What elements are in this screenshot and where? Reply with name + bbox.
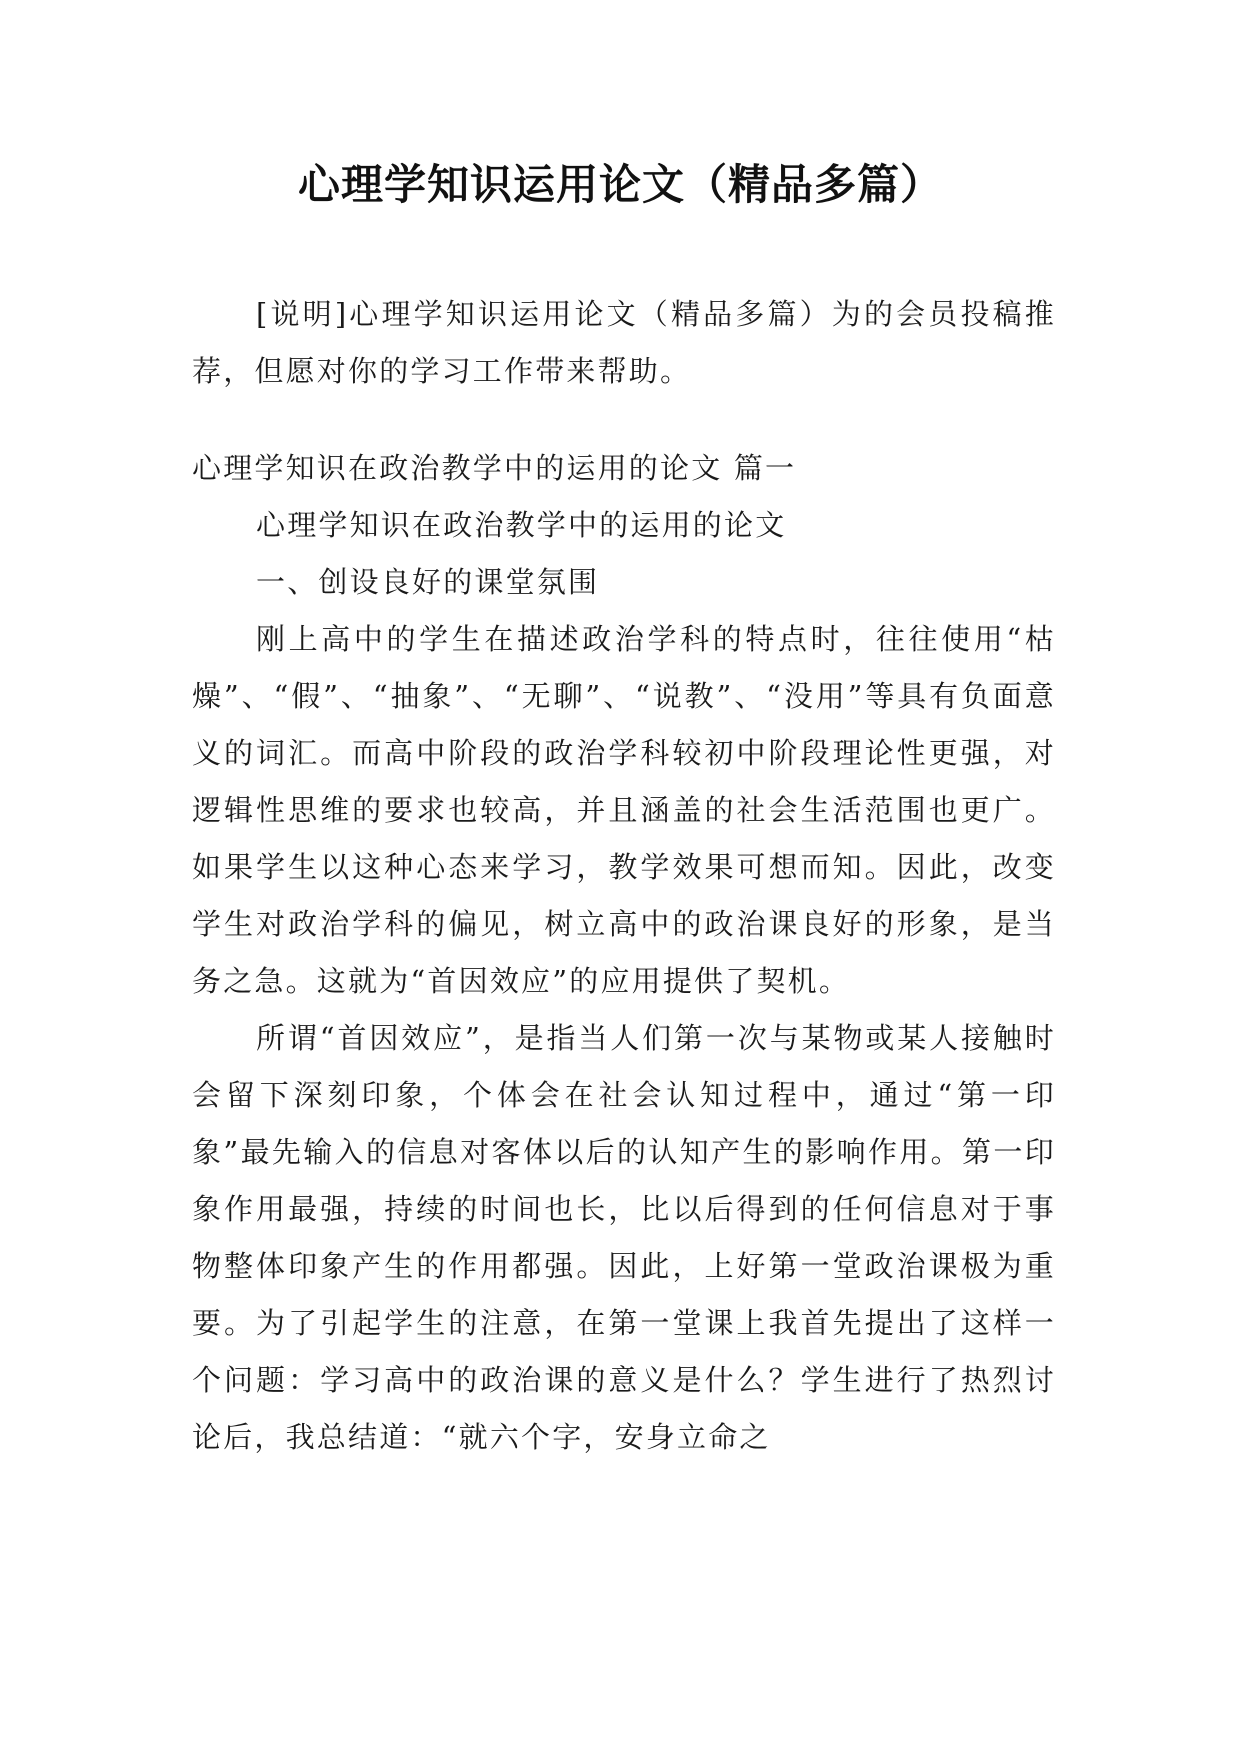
document-body xyxy=(192,286,1056,1466)
body-paragraph: 刚上高中的学生在描述政治学科的特点时，往往使用“枯燥”、“假”、“抽象”、“无聊”、“说教”、“没用”等具有负面意义的词汇。而高中阶段的政治学科较初中阶段理论性更强，对逻辑性思维的要求也较高，并且涵盖的社会生活范围也更广。如果学生以这种心态来学习，教学效果可想而知。因此，改变学生对政治学科的偏见，树立高中的政治课良好的形象，是当务之急。这就为“首因效应”的应用提供了契机。 xyxy=(192,622,1056,998)
spacer xyxy=(192,400,1056,440)
article-title: 心理学知识在政治教学中的运用的论文 xyxy=(256,508,787,542)
subheading: 一、创设良好的课堂氛围 xyxy=(256,565,600,599)
body-paragraph: 所谓“首因效应”，是指当人们第一次与某物或某人接触时会留下深刻印象，个体会在社会认知过程中，通过“第一印象”最先输入的信息对客体以后的认知产生的影响作用。第一印象作用最强，持续的时间也长，比以后得到的任何信息对于事物整体印象产生的作用都强。因此，上好第一堂政治课极为重要。为了引起学生的注意，在第一堂课上我首先提出了这样一个问题：学习高中的政治课的意义是什么？学生进行了热烈讨论后，我总结道：“就六个字，安身立命之 xyxy=(192,1021,1056,1454)
section-heading: 心理学知识在政治教学中的运用的论文 篇一 xyxy=(192,451,797,485)
document-title: 心理学知识运用论文（精品多篇） xyxy=(297,160,943,209)
intro-note: [说明]心理学知识运用论文（精品多篇）为的会员投稿推荐，但愿对你的学习工作带来帮助。 xyxy=(192,297,1056,388)
